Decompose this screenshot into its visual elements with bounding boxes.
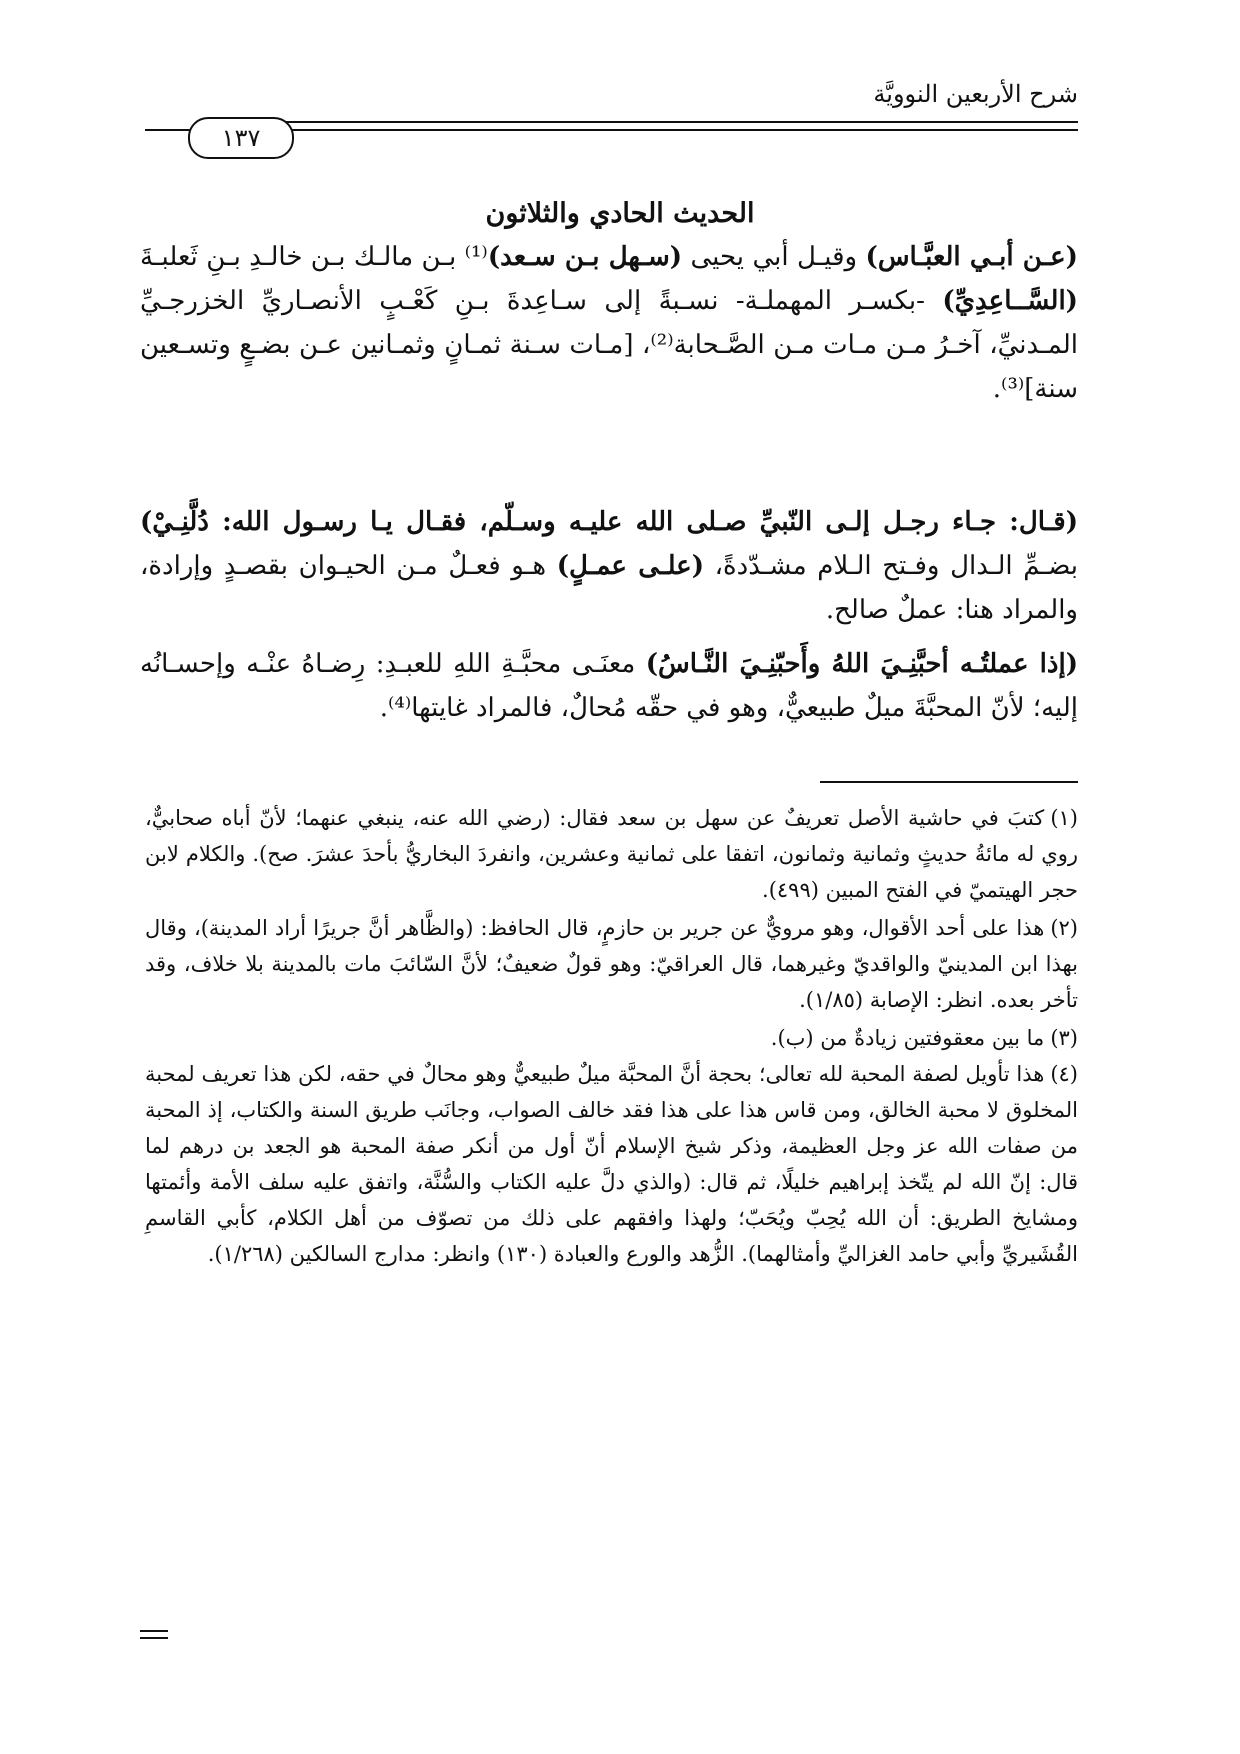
commentary-text: ⁽¹⁾ بـن مالـك بـن خالـدِ بـنِ ثَعلبـةَ — [140, 242, 488, 272]
footnote-4 — [145, 1056, 1078, 1272]
paragraph-1 — [140, 235, 1078, 411]
paragraph-2 — [140, 500, 1078, 632]
footnote-3 — [145, 1020, 1078, 1056]
footnote-separator — [820, 781, 1078, 783]
footnote-text: كتبَ في حاشية الأصل تعريفٌ عن سهل بن سعد فقال: (رضي الله عنه، ينبغي عنهما؛ لأنّ أباه صحابيٌّ، روي له مائةُ حديثٍ وثمانية وثمانون، اتفقا على ثمانية وعشرين، وانفردَ البخاريُّ بأحدَ عشرَ. صح). والكلام لابن حجر الهيتميّ في الفتح المبين (٤٩٩). — [145, 806, 1078, 902]
quoted-text: (إذا عملتُـه أحبَّنِـيَ اللهُ وأَحبّنِـيَ النَّـاسُ) — [645, 649, 1078, 679]
commentary-text: بضـمِّ الـدال وفـتح الـلام مشـدّدةً، — [704, 551, 1078, 581]
quoted-text: (عـن أبـي العبَّـاس) — [865, 242, 1078, 272]
footnote-number: (١) — [1050, 806, 1078, 830]
footnote-continuation-mark — [140, 1630, 168, 1639]
quoted-text: (قـال: جـاء رجـل إلـى النّبيِّ صـلى الله عليـه وسـلّم، فقـال يـا رسـول الله: دُلَّنِـيْ) — [140, 507, 1078, 537]
commentary-text: -بكسـر المهملـة- نسـبةً إلى سـاعِدةَ بـنِ كَعْـبٍ الأنصـاريِّ الخزرجـيِّ المـدنيِّ، آخـرُ مـن مـات مـن الصَّـحابة⁽²⁾، [مـات سـنة ثمـانٍ وثمـانين عـن بضـعٍ وتسـعين سنة]⁽³⁾. — [140, 286, 1078, 404]
footnote-number: (٢) — [1050, 916, 1078, 940]
book-title: شرح الأربعين النوويَّة — [873, 80, 1078, 108]
commentary-text: هـو فعـلٌ مـن الحيـوان بقصـدٍ وإرادة، والمراد هنا: عملٌ صالح. — [140, 551, 1078, 625]
page-number: ١٣٧ — [188, 117, 294, 159]
quoted-text: (السَّــاعِدِيِّ) — [942, 286, 1078, 316]
hadith-heading: الحديث الحادي والثلاثون — [485, 198, 755, 229]
footnote-text: هذا تأويل لصفة المحبة لله تعالى؛ بحجة أنَّ المحبَّة ميلٌ طبيعيٌّ وهو محالٌ في حقه، لكن هذا تعريف لمحبة المخلوق لا محبة الخالق، ومن قاس هذا على هذا فقد خالف الصواب، وجانَب طريق السنة والكتاب، إذ المحبة من صفات الله عز وجل العظيمة، وذكر شيخ الإسلام أنّ أول من أنكر صفة المحبة هو الجعد بن درهم لما قال: إنّ الله لم يتّخذ إبراهيم خليلًا، ثم قال: (والذي دلَّ عليه الكتاب والسُّنَّة، واتفق عليه سلف الأمة وأئمتها ومشايخ الطريق: أن الله يُحِبّ ويُحَبّ؛ ولهذا وافقهم على ذلك من تصوّف من أهل الكلام، كأبي القاسمِ القُشَيريِّ وأبي حامد الغزاليِّ وأمثالهما). الزُّهد والورع والعبادة (١٣٠) وانظر: مدارج السالكين (١/٢٦٨). — [145, 1062, 1078, 1266]
footnote-text: ما بين معقوفتين زيادةٌ من (ب). — [770, 1026, 1045, 1050]
footnote-number: (٣) — [1050, 1026, 1078, 1050]
commentary-text: معنَـى محبَّـةِ اللهِ للعبـدِ: رِضـاهُ عنْـه وإحسـانُه إليه؛ لأنّ المحبَّةَ ميلٌ طبيعيٌّ، وهو في حقّه مُحالٌ، فالمراد غايتها⁽⁴⁾. — [140, 649, 1078, 723]
footnote-text: هذا على أحد الأقوال، وهو مرويٌّ عن جرير بن حازمٍ، قال الحافظ: (والظَّاهر أنَّ جريرًا أراد المدينة)، وقال بهذا ابن المدينيّ والواقديّ وغيرهما، قال العراقيّ: وهو قولٌ ضعيفٌ؛ لأنَّ السّائبَ مات بالمدينة بلا خلاف، وقد تأخر بعده. انظر: الإصابة (١/٨٥). — [145, 916, 1078, 1012]
footnote-2 — [145, 910, 1078, 1018]
paragraph-3 — [140, 642, 1078, 730]
footnote-number: (٤) — [1050, 1062, 1078, 1086]
quoted-text: (سـهل بـن سـعد) — [487, 242, 683, 272]
footnote-1 — [145, 800, 1078, 908]
commentary-text: وقيـل أبي يحيى — [682, 242, 866, 272]
header-rule-top — [260, 121, 1078, 123]
quoted-text: (علـى عمـلٍ) — [556, 551, 704, 581]
